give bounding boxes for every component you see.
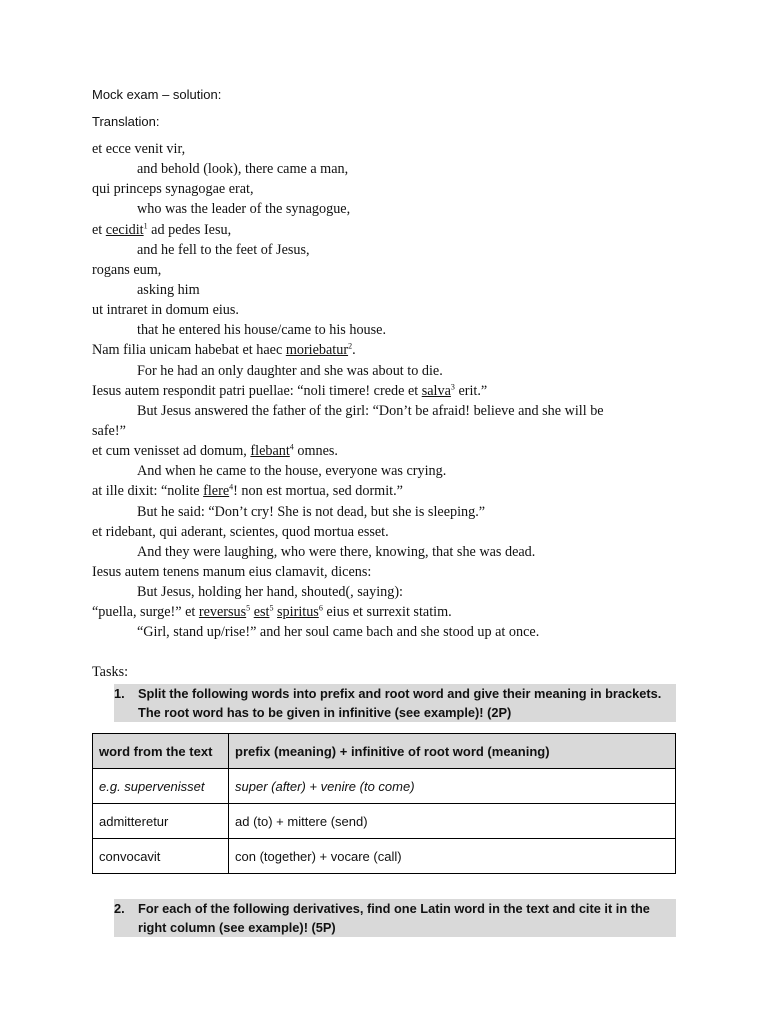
prefix-root-table bbox=[92, 733, 676, 874]
column-header: prefix (meaning) + infinitive of root word (meaning) bbox=[229, 734, 676, 769]
vocab-word: est bbox=[253, 604, 270, 621]
table-header-row bbox=[93, 734, 676, 769]
task-text: For each of the following derivatives, find one Latin word in the text and cite it in the right column (see example)! (5P) bbox=[138, 901, 650, 935]
latin-line: ut intraret in domum eius. bbox=[92, 302, 239, 319]
table-cell: e.g. supervenisset bbox=[93, 769, 229, 804]
footnote-ref: 5 bbox=[269, 603, 274, 613]
footnote-ref: 1 bbox=[143, 220, 148, 230]
latin-line: “puella, surge!” et reversus$^5$ est$^5$ spiritus$^6$ eius et surrexit statim. bbox=[92, 603, 452, 621]
table-row bbox=[93, 769, 676, 804]
task-1-prompt bbox=[114, 684, 676, 722]
english-line: But he said: “Don’t cry! She is not dead, but she is sleeping.” bbox=[137, 503, 486, 520]
translation-text bbox=[92, 139, 652, 643]
english-line: “Girl, stand up/rise!” and her soul came bach and she stood up at once. bbox=[137, 624, 540, 641]
english-line: and behold (look), there came a man, bbox=[137, 161, 349, 178]
footnote-ref: 3 bbox=[450, 381, 455, 391]
task-number: 1. bbox=[114, 686, 125, 701]
english-line: that he entered his house/came to his house. bbox=[137, 322, 387, 339]
english-line: who was the leader of the synagogue, bbox=[137, 201, 351, 218]
english-line: But Jesus, holding her hand, shouted(, saying): bbox=[137, 584, 403, 601]
latin-line: Nam filia unicam habebat et haec moriebatur$^2$. bbox=[92, 341, 356, 359]
english-line: And they were laughing, who were there, knowing, that she was dead. bbox=[137, 543, 536, 560]
table-cell: ad (to) + mittere (send) bbox=[229, 804, 676, 839]
latin-line: Iesus autem respondit patri puellae: “noli timere! crede et salva$^3$ erit.” bbox=[92, 381, 488, 399]
footnote-ref: 6 bbox=[318, 603, 323, 613]
task-number: 2. bbox=[114, 901, 125, 916]
vocab-word: moriebatur bbox=[285, 342, 349, 359]
table-cell: convocavit bbox=[93, 839, 229, 874]
footnote-ref: 2 bbox=[348, 341, 353, 351]
vocab-word: reversus bbox=[198, 604, 247, 621]
english-line: But Jesus answered the father of the girl: “Don’t be afraid! believe and she will be bbox=[137, 402, 604, 419]
english-line: For he had an only daughter and she was about to die. bbox=[137, 362, 443, 379]
document-title: Mock exam – solution: bbox=[92, 87, 222, 102]
section-heading-translation: Translation: bbox=[92, 114, 160, 129]
footnote-ref: 5 bbox=[246, 603, 251, 613]
table-row bbox=[93, 839, 676, 874]
latin-line: Iesus autem tenens manum eius clamavit, dicens: bbox=[92, 563, 372, 580]
latin-line: et cum venisset ad domum, flebant$^4$ omnes. bbox=[92, 442, 338, 460]
english-line: And when he came to the house, everyone was crying. bbox=[137, 463, 447, 480]
vocab-word: cecidit bbox=[105, 221, 144, 238]
table-cell: super (after) + venire (to come) bbox=[229, 769, 676, 804]
english-line-continuation: safe!” bbox=[92, 422, 126, 439]
table-cell: admitteretur bbox=[93, 804, 229, 839]
vocab-word: salva bbox=[421, 382, 451, 399]
english-line: asking him bbox=[137, 281, 200, 298]
footnote-ref: 4 bbox=[289, 442, 294, 452]
vocab-word: flebant bbox=[250, 443, 290, 460]
table-cell: con (together) + vocare (call) bbox=[229, 839, 676, 874]
vocab-word: flere bbox=[203, 483, 230, 500]
latin-line: at ille dixit: “nolite flere$^4$! non est mortua, sed dormit.” bbox=[92, 482, 403, 500]
vocab-word: spiritus bbox=[277, 604, 319, 621]
footnote-ref: 4 bbox=[229, 482, 234, 492]
latin-line: et cecidit$^1$ ad pedes Iesu, bbox=[92, 220, 232, 238]
latin-line: qui princeps synagogae erat, bbox=[92, 181, 254, 198]
latin-line: rogans eum, bbox=[92, 261, 162, 278]
task-2-prompt bbox=[114, 899, 676, 937]
column-header: word from the text bbox=[93, 734, 229, 769]
latin-line: et ridebant, qui aderant, scientes, quod mortua esset. bbox=[92, 523, 389, 540]
tasks-heading: Tasks: bbox=[92, 664, 129, 680]
latin-line: et ecce venit vir, bbox=[92, 141, 186, 157]
task-text: Split the following words into prefix and root word and give their meaning in brackets. The root word has to be given in infinitive (see example)! (2P) bbox=[138, 686, 662, 720]
english-line: and he fell to the feet of Jesus, bbox=[137, 241, 310, 258]
table-row bbox=[93, 804, 676, 839]
